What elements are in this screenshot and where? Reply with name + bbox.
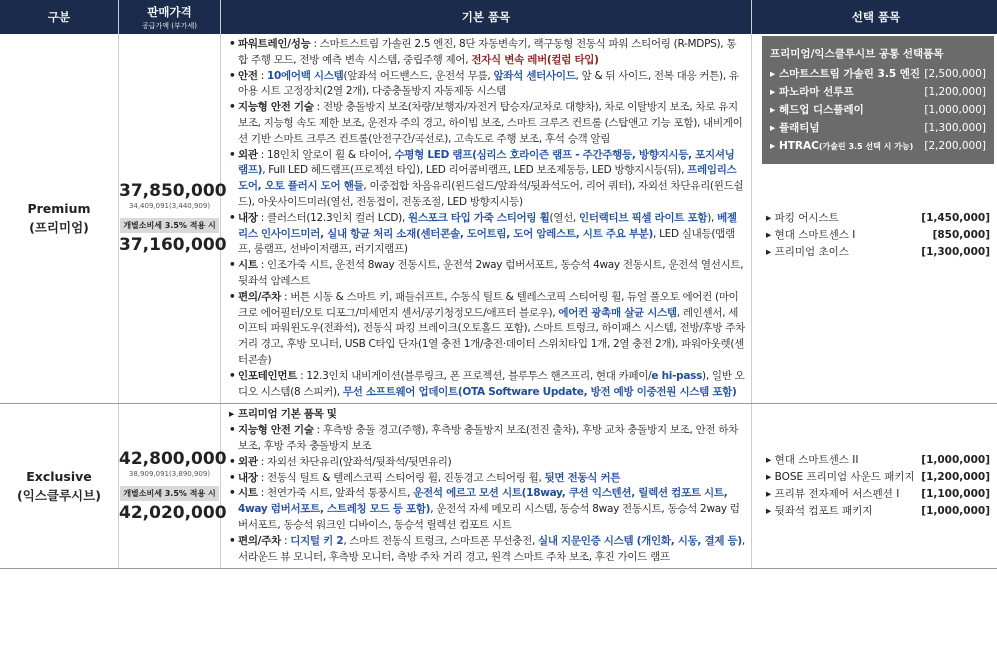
- tax-label: 개별소비세 3.5% 적용 시: [120, 486, 218, 501]
- grade-name-en: Premium: [27, 201, 91, 217]
- price-main: 42,800,000: [119, 448, 227, 469]
- grade-name-kr: (프리미엄): [29, 220, 89, 236]
- grade-name-kr: (익스클루시브): [17, 487, 101, 503]
- list-item: • 지능형 안전 기술 : 전방 충돌방지 보조(차량/보행자/자전거 탑승자/교차로 대향차), 차로 이탈방지 보조, 차로 유지 보조, 지능형 속도 제한 보조, 운전자 주의 경고, 하이빔 보조, 스마트 크루즈 컨트롤 (스탑앤고 기능 포함), 내비게이션 기반 스마트 크루즈 컨트롤(안전구간/곡선로), 고속도로 주행 보조, 후석 승객 알림: [229, 101, 743, 145]
- basic-list: [221, 34, 751, 403]
- option-row: ▸ 파노라마 선루프 [1,200,000]: [770, 83, 986, 101]
- option-row: ▸ 파킹 어시스트 [1,450,000]: [766, 212, 990, 224]
- option-row: ▸ 프리미엄 초이스 [1,300,000]: [766, 246, 990, 258]
- option-row: ▸ BOSE 프리미엄 사운드 패키지 [1,200,000]: [766, 471, 990, 484]
- common-option-title: 프리미엄/익스클루시브 공통 선택품목: [770, 48, 944, 60]
- price-supply: 34,409,091(3,440,909): [128, 202, 211, 211]
- grade-cell-premium: [0, 34, 119, 404]
- bullet-icon: •: [229, 369, 236, 382]
- bullet-icon: •: [229, 211, 236, 224]
- option-list: [766, 210, 990, 261]
- list-item: • 외관 : 자외선 차단유리(앞좌석/뒷좌석/뒷면유리): [229, 455, 745, 471]
- option-row: ▸ 현대 스마트센스 II [1,000,000]: [766, 454, 990, 467]
- option-row: ▸ 프리뷰 전자제어 서스펜션 I [1,100,000]: [766, 488, 990, 501]
- option-row: ▸ 현대 스마트센스 I [850,000]: [766, 229, 990, 241]
- basic-cell-premium: [221, 34, 752, 404]
- list-item: • 시트 : 천연가죽 시트, 앞좌석 통풍시트, 운전석 에르고 모션 시트(18way, 쿠션 익스텐션, 릴렉션 컴포트 시트, 4way 럼버서포트, 스트레칭 모드 등 포함), 운전석 자세 메모리 시스템, 동승석 8way 전동시트, 동승석 2way 럼버서포트, 동승석 워크인 디바이스, 동승석 릴렉션 컴포트 시트: [229, 487, 740, 531]
- header-basic: 기본 품목: [221, 0, 752, 34]
- option-price: [1,300,000]: [924, 122, 986, 134]
- option-row: ▸ 스마트스트림 가솔린 3.5 엔진 [2,500,000]: [770, 65, 986, 83]
- option-list: [766, 452, 990, 520]
- price-cell-exclusive: [119, 404, 227, 569]
- list-item: • 지능형 안전 기술 : 후측방 충돌 경고(주행), 후측방 충돌방지 보조(전진 출차), 후방 교차 충돌방지 보조, 안전 하차 보조, 후방 주차 충돌방지 보조: [229, 424, 739, 452]
- table-row-exclusive: [0, 404, 997, 569]
- option-price: [1,200,000]: [924, 86, 986, 98]
- option-row: ▸ 헤드업 디스플레이 [1,000,000]: [770, 101, 986, 119]
- bullet-icon: •: [229, 424, 236, 437]
- grade-cell-exclusive: [0, 404, 119, 569]
- table-row-premium: [0, 34, 997, 404]
- tax-label: 개별소비세 3.5% 적용 시: [120, 218, 218, 233]
- bullet-icon: •: [229, 148, 236, 161]
- basic-list: [221, 404, 751, 568]
- header-option: 선택 품목: [752, 0, 997, 34]
- list-item: • 편의/주차 : 디지털 키 2, 스마트 전동식 트렁크, 스마트폰 무선충전, 실내 지문인증 시스템 (개인화, 시동, 결제 등), 서라운드 뷰 모니터, 후측방 모니터, 측방 주차 거리 경고, 원격 스마트 주차 보조, 후진 가이드 램프: [229, 534, 745, 563]
- header-price-label: 판매가격: [147, 4, 192, 19]
- list-item: • 안전 : 10에어백 시스템(앞좌석 어드밴스드, 운전석 무릎, 앞좌석 센터사이드, 앞 & 뒤 사이드, 전복 대응 커튼), 유아용 시트 고정장치(2열 2개), 다중충돌방지 자동제동 시스템: [229, 69, 739, 98]
- triangle-icon: ▸: [229, 408, 234, 421]
- grade-name-en: Exclusive: [26, 468, 92, 484]
- price-supply: 38,909,091(3,890,909): [128, 469, 211, 478]
- bullet-icon: •: [229, 259, 236, 272]
- bullet-icon: •: [229, 101, 236, 114]
- bullet-icon: •: [229, 455, 236, 468]
- option-row: ▸ HTRAC(가솔린 3.5 선택 시 가능) [2,200,000]: [770, 137, 986, 156]
- option-cell-exclusive: [752, 404, 997, 569]
- header-grade: 구분: [0, 0, 119, 34]
- list-item: ▸ 프리미엄 기본 품목 및: [229, 407, 745, 423]
- bullet-icon: •: [229, 534, 236, 547]
- header-price: [119, 0, 221, 34]
- basic-cell-exclusive: [221, 404, 752, 569]
- list-item: • 편의/주차 : 버튼 시동 & 스마트 키, 패들쉬프트, 수동식 틸트 & 텔레스코픽 스티어링 휠, 듀얼 풀오토 에어컨 (마이크로 에어필터/오토 디포그/미세먼지 센서/공기청정모드/애프터 블로우), 에어컨 광촉매 살균 시스템, 레인센서, 세이프티 파워윈도우(전좌석), 전동식 파킹 브레이크(오토홀드 포함), 스마트 트렁크, 하이패스 시스템, 전방/후방 주차 거리 경고, 후방 모니터, USB C타입 단자(1열 충전 1개/충전·데이터 스위치타입 1개, 2열 충전 2개), 파워아웃렛(센터콘솔): [229, 290, 745, 366]
- option-cell-premium: [752, 34, 997, 404]
- price-tax: 42,020,000: [119, 502, 227, 523]
- bullet-icon: •: [229, 69, 236, 82]
- option-price: [2,200,000]: [924, 140, 986, 152]
- bullet-icon: •: [229, 38, 236, 50]
- list-item: • 외관 : 18인치 알로이 휠 & 타이어, 수평형 LED 램프(심리스 호라이즌 램프 - 주간주행등, 방향지시등, 포지셔닝 램프), Full LED 헤드램프(프로젝션 타입), LED 리어콤비램프, LED 보조제동등, LED 방향지시등(뒤), 프레임리스 도어, 오토 플러시 도어 핸들, 이중접합 차음유리(윈드쉴드/앞좌석/뒷좌석도어, 리어 쿼터), 자외선 차단유리(윈드쉴드), 아웃사이드미러(열선, 전동접이, 전동조절, LED 방향지시등): [229, 148, 744, 208]
- list-item: • 내장 : 클러스터(12.3인치 컬러 LCD), 원스포크 타입 가죽 스티어링 휠(열선, 인터랙티브 픽셀 라이트 포함), 베젤리스 인사이드미러, 실내 항균 처리 소재(센터콘솔, 도어트림, 도어 암레스트, 시트 주요 부분), LED 실내등(맵램프, 룸램프, 선바이저램프, 러기지램프): [229, 211, 737, 256]
- price-tax: 37,160,000: [119, 235, 227, 256]
- option-row: ▸ 플래티넘 [1,300,000]: [770, 119, 986, 137]
- common-option-box: [762, 36, 994, 164]
- list-item: • 시트 : 인조가죽 시트, 운전석 8way 전동시트, 운전석 2way 럼버서포트, 동승석 4way 전동시트, 운전석 열선시트, 뒷좌석 암레스트: [229, 259, 744, 287]
- header-price-sub: 공급가액 (부가세): [141, 21, 198, 30]
- price-cell-premium: [119, 34, 227, 404]
- bullet-icon: •: [229, 471, 236, 484]
- list-item: • 인포테인먼트 : 12.3인치 내비게이션(블루링크, 폰 프로젝션, 블루투스 핸즈프리, 현대 카페이/e hi-pass), 일반 오디오 시스템(8 스피커), 무선 소프트웨어 업데이트(OTA Software Update, 방전 예방 이중전원 시스템 포함): [229, 369, 745, 398]
- table-header: [0, 0, 997, 34]
- option-row: ▸ 뒷좌석 컴포트 패키지 [1,000,000]: [766, 505, 990, 518]
- option-price: [1,000,000]: [924, 104, 986, 116]
- bullet-icon: •: [229, 487, 236, 500]
- bullet-icon: •: [229, 290, 236, 303]
- option-price: [2,500,000]: [924, 68, 986, 80]
- list-item: • 파워트레인/성능 : 스마트스트림 가솔린 2.5 엔진, 8단 자동변속기, 랙구동형 전동식 파워 스티어링 (R-MDPS), 통합 주행 모드, 전방 예측 변속 시스템, 중립주행 제어, 전자식 변속 레버(컬럼 타입): [229, 38, 737, 66]
- list-item: • 내장 : 전동식 틸트 & 텔레스코픽 스티어링 휠, 진동경고 스티어링 휠, 뒷면 전동식 커튼: [229, 471, 745, 487]
- price-main: 37,850,000: [119, 181, 227, 202]
